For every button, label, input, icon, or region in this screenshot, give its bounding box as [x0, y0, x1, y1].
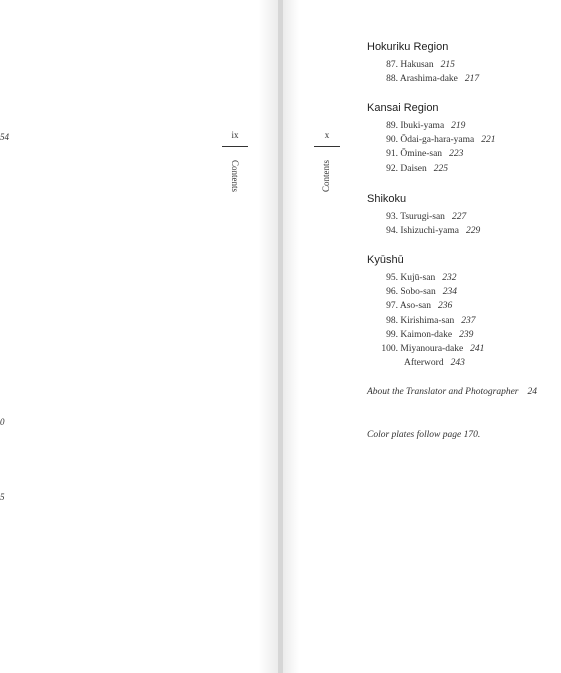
toc-entry[interactable]: 93. Tsurugi-san 227 — [386, 212, 467, 222]
cropped-page-number: 5 — [0, 492, 5, 502]
toc-entry[interactable]: 87. Hakusan 215 — [386, 60, 455, 70]
section-hokuriku — [367, 41, 561, 86]
section-title: Hokuriku Region — [367, 41, 449, 53]
section-title: Shikoku — [367, 193, 407, 205]
toc-entry[interactable]: 97. Aso-san 236 — [386, 301, 453, 312]
cropped-page-number: 54 — [0, 132, 9, 142]
section-kyushu — [367, 254, 561, 370]
plates-note: Color plates follow page 170. — [367, 430, 481, 440]
cropped-page-number: 0 — [0, 417, 5, 427]
toc-entry-about[interactable]: About the Translator and Photographer 24 — [367, 387, 537, 397]
folio-left: ix — [231, 130, 239, 140]
section-shikoku — [367, 193, 561, 238]
toc-entry[interactable]: 92. Daisen 225 — [386, 163, 449, 174]
toc-entry[interactable]: 91. Ōmine-san 223 — [386, 149, 464, 160]
section-title: Kansai Region — [367, 102, 439, 114]
gutter-shadow — [283, 0, 299, 673]
folio-rule — [222, 146, 248, 147]
folio-rule — [314, 146, 340, 147]
running-head-left: Contents — [230, 160, 240, 193]
toc-entry[interactable]: 96. Sobo-san 234 — [386, 287, 457, 298]
gutter-shadow — [258, 0, 278, 673]
toc-entry[interactable]: 98. Kirishima-san 237 — [386, 315, 476, 326]
toc-entry[interactable]: 94. Ishizuchi-yama 229 — [386, 226, 481, 237]
section-kansai — [367, 102, 561, 176]
left-page — [0, 0, 278, 673]
toc-entry[interactable]: 100. Miyanoura-dake 241 — [381, 344, 485, 355]
toc-entry-afterword[interactable]: Afterword 243 — [404, 358, 465, 369]
folio-right: x — [324, 130, 330, 140]
toc-entry[interactable]: 88. Arashima-dake 217 — [386, 74, 480, 85]
running-head-right: Contents — [321, 160, 331, 193]
toc-entry[interactable]: 90. Ōdai-ga-hara-yama 221 — [386, 135, 496, 146]
section-title: Kyūshū — [367, 254, 404, 266]
toc-entry[interactable]: 95. Kujū-san 232 — [386, 273, 457, 283]
toc-entry[interactable]: 99. Kaimon-dake 239 — [386, 329, 474, 340]
toc-entry[interactable]: 89. Ibuki-yama 219 — [386, 121, 466, 131]
